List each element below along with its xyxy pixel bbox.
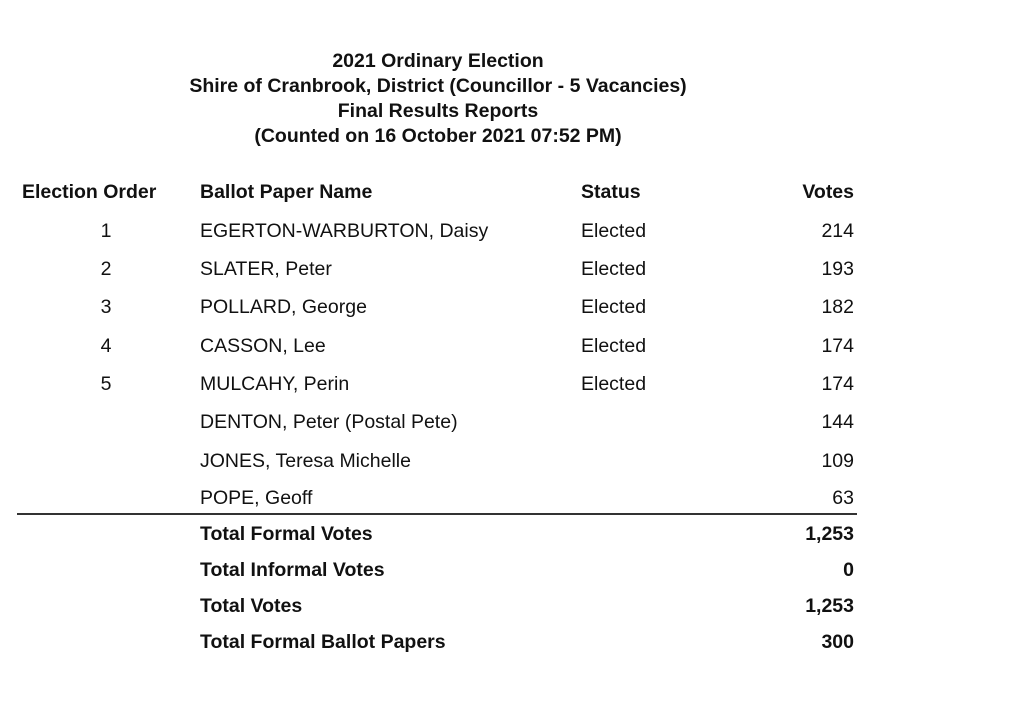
- total-value: 0: [843, 559, 854, 581]
- election-order: 4: [100, 335, 112, 357]
- table-row: [0, 254, 1024, 284]
- election-order: 5: [100, 373, 112, 395]
- candidate-status: Elected: [581, 335, 647, 357]
- total-value: 1,253: [805, 523, 854, 545]
- candidate-name: CASSON, Lee: [200, 335, 326, 357]
- table-row: [0, 483, 1024, 513]
- candidate-votes: 144: [821, 411, 854, 433]
- total-label: Total Formal Ballot Papers: [200, 631, 446, 653]
- report-subtitle: Final Results Reports: [337, 100, 539, 122]
- election-order: 2: [100, 258, 112, 280]
- candidate-name: POLLARD, George: [200, 296, 367, 318]
- totals-row: [0, 519, 1024, 549]
- candidate-status: Elected: [581, 220, 647, 242]
- report-title-block: [0, 49, 876, 149]
- candidate-votes: 109: [821, 450, 854, 472]
- total-value: 300: [821, 631, 854, 653]
- candidate-votes: 193: [821, 258, 854, 280]
- candidate-votes: 63: [832, 487, 854, 509]
- candidate-votes: 174: [821, 335, 854, 357]
- column-header-ballot-paper-name: Ballot Paper Name: [200, 181, 373, 203]
- candidate-name: POPE, Geoff: [200, 487, 313, 509]
- totals-row: [0, 627, 1024, 657]
- totals-row: [0, 591, 1024, 621]
- table-row: [0, 216, 1024, 246]
- totals-row: [0, 555, 1024, 585]
- election-order: 1: [100, 220, 112, 242]
- candidate-name: SLATER, Peter: [200, 258, 332, 280]
- candidate-name: EGERTON-WARBURTON, Daisy: [200, 220, 489, 242]
- report-count-timestamp: (Counted on 16 October 2021 07:52 PM): [254, 125, 622, 147]
- total-value: 1,253: [805, 595, 854, 617]
- table-row: [0, 446, 1024, 476]
- candidate-name: DENTON, Peter (Postal Pete): [200, 411, 458, 433]
- totals-divider: [17, 513, 857, 515]
- table-row: [0, 292, 1024, 322]
- column-header-election-order: Election Order: [22, 181, 157, 203]
- candidate-status: Elected: [581, 373, 647, 395]
- report-district: Shire of Cranbrook, District (Councillor - 5 Vacancies): [189, 75, 687, 97]
- table-row: [0, 369, 1024, 399]
- total-label: Total Formal Votes: [200, 523, 373, 545]
- table-row: [0, 407, 1024, 437]
- total-label: Total Votes: [200, 595, 303, 617]
- column-header-votes: Votes: [802, 181, 854, 203]
- total-label: Total Informal Votes: [200, 559, 385, 581]
- candidate-name: MULCAHY, Perin: [200, 373, 350, 395]
- candidate-status: Elected: [581, 296, 647, 318]
- table-row: [0, 331, 1024, 361]
- column-header-status: Status: [581, 181, 641, 203]
- candidate-votes: 182: [821, 296, 854, 318]
- candidate-status: Elected: [581, 258, 647, 280]
- election-order: 3: [100, 296, 112, 318]
- table-header-row: [0, 177, 1024, 207]
- candidate-name: JONES, Teresa Michelle: [200, 450, 411, 472]
- candidate-votes: 214: [821, 220, 854, 242]
- candidate-votes: 174: [821, 373, 854, 395]
- report-title: 2021 Ordinary Election: [332, 50, 544, 72]
